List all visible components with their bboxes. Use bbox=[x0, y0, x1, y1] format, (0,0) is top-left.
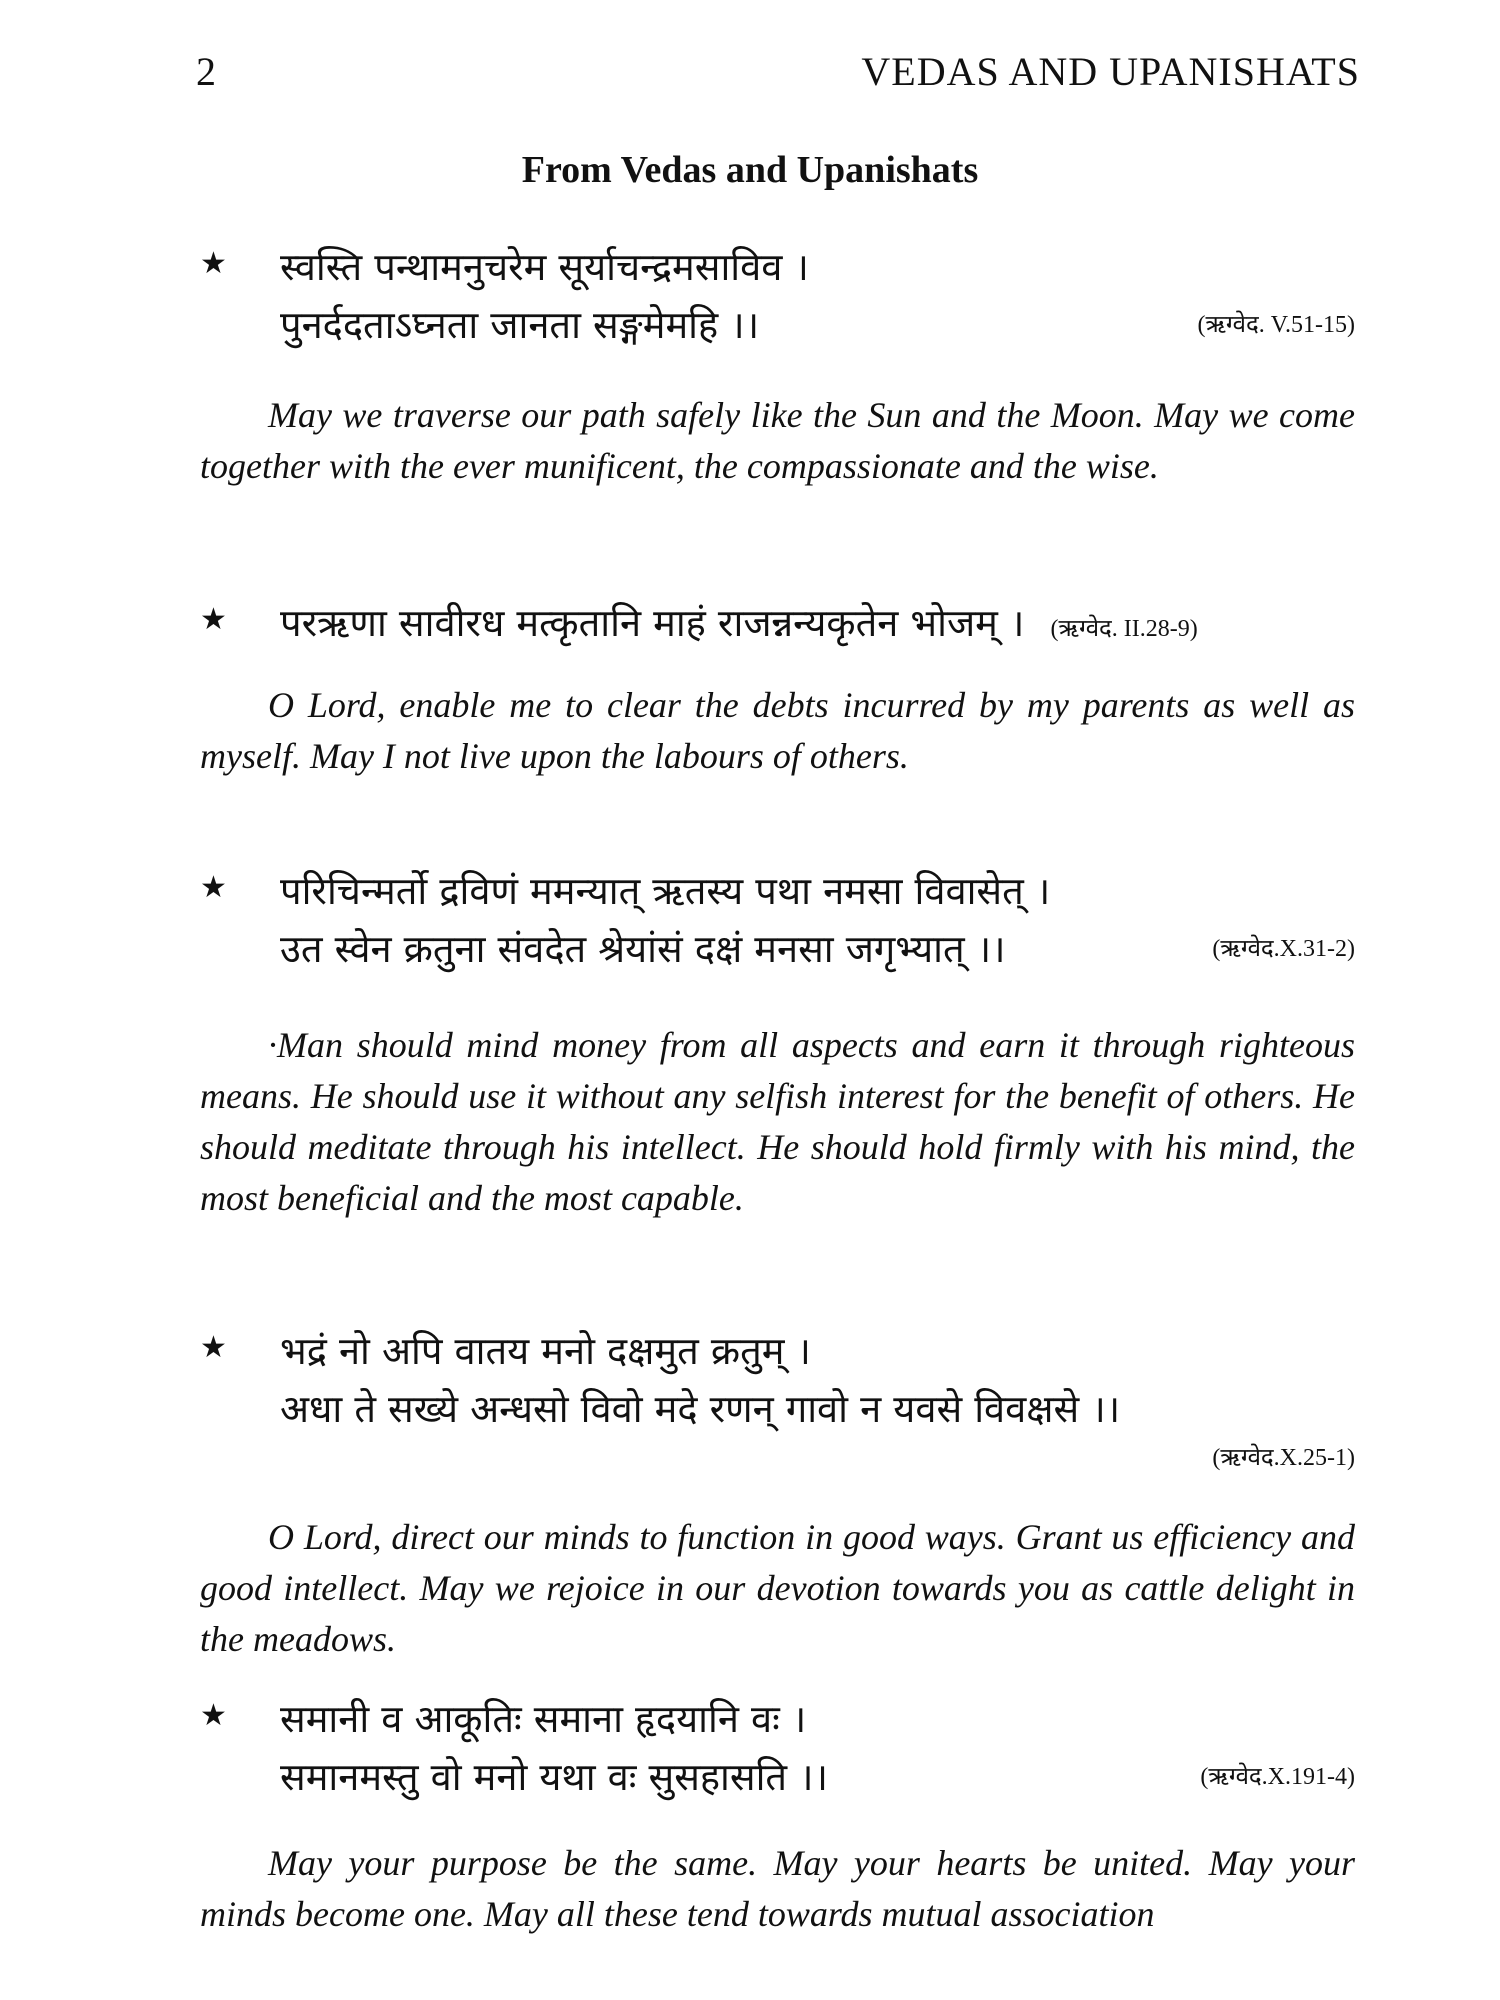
verse-translation: O Lord, direct our minds to function in good ways. Grant us efficiency and good intellect. May we rejoice in our devotion towards you as cattle delight in the meadows. bbox=[200, 1517, 1355, 1659]
sanskrit-line: भद्रं नो अपि वातय मनो दक्षमुत क्रतुम् । bbox=[280, 1329, 811, 1373]
verse-reference: (ऋग्वेद. V.51-15) bbox=[1197, 312, 1355, 338]
verse-block bbox=[200, 594, 1355, 652]
sanskrit-line-with-ref bbox=[280, 920, 1355, 978]
verse-block bbox=[200, 1322, 1355, 1478]
verse-translation: ·Man should mind money from all aspects and earn it through righteous means. He should use it without any selfish interest for the benefit of others. He should meditate through his intellect. He should hold firmly with his mind, the most beneficial and the most capable. bbox=[200, 1025, 1355, 1218]
star-bullet-icon: ★ bbox=[200, 1330, 227, 1365]
sanskrit-line: पुनर्ददताऽघ्नता जानता सङ्गमेमहि ।। bbox=[280, 303, 760, 347]
sanskrit-line: अधा ते सख्ये अन्धसो विवो मदे रणन् गावो न यवसे विवक्षसे ।। bbox=[280, 1387, 1121, 1431]
verse-block bbox=[200, 1690, 1355, 1806]
verse-reference: (ऋग्वेद.X.25-1) bbox=[1212, 1445, 1355, 1471]
sanskrit-line-with-ref bbox=[280, 1748, 1355, 1806]
star-bullet-icon: ★ bbox=[200, 246, 227, 281]
star-bullet-icon: ★ bbox=[200, 870, 227, 905]
verse-reference: (ऋग्वेद.X.191-4) bbox=[1200, 1764, 1355, 1790]
section-title: From Vedas and Upanishats bbox=[521, 149, 979, 191]
sanskrit-line: समानी व आकूतिः समाना हृदयानि वः । bbox=[280, 1697, 807, 1741]
sanskrit-line: समानमस्तु वो मनो यथा वः सुसहासति ।। bbox=[280, 1755, 828, 1799]
verse-reference: (ऋग्वेद. II.28-9) bbox=[1050, 616, 1198, 642]
star-bullet-icon: ★ bbox=[200, 1698, 227, 1733]
verse-reference: (ऋग्वेद.X.31-2) bbox=[1212, 936, 1355, 962]
running-head: VEDAS AND UPANISHATS bbox=[861, 49, 1360, 94]
sanskrit-line: स्वस्ति पन्थामनुचरेम सूर्याचन्द्रमसाविव । bbox=[280, 245, 809, 289]
page-number: 2 bbox=[196, 49, 216, 94]
star-bullet-icon: ★ bbox=[200, 602, 227, 637]
verse-block bbox=[200, 862, 1355, 978]
sanskrit-line: परऋणा सावीरध मत्कृतानि माहं राजन्नन्यकृतेन भोजम् । bbox=[280, 601, 1025, 645]
verse-translation: May your purpose be the same. May your hearts be united. May your minds become one. May all these tend towards mutual association bbox=[200, 1843, 1355, 1934]
verse-block bbox=[200, 238, 1355, 354]
sanskrit-line: परिचिन्मर्तो द्रविणं ममन्यात् ऋतस्य पथा नमसा विवासेत् । bbox=[280, 869, 1051, 913]
sanskrit-line: उत स्वेन क्रतुना संवदेत श्रेयांसं दक्षं मनसा जगृभ्यात् ।। bbox=[280, 927, 1006, 971]
verse-translation: O Lord, enable me to clear the debts incurred by my parents as well as myself. May I not live upon the labours of others. bbox=[200, 685, 1355, 776]
sanskrit-line-with-ref bbox=[280, 296, 1355, 354]
verse-translation: May we traverse our path safely like the Sun and the Moon. May we come together with the ever munificent, the compassionate and the wise. bbox=[200, 395, 1355, 486]
sanskrit-line-with-ref bbox=[280, 594, 1355, 652]
